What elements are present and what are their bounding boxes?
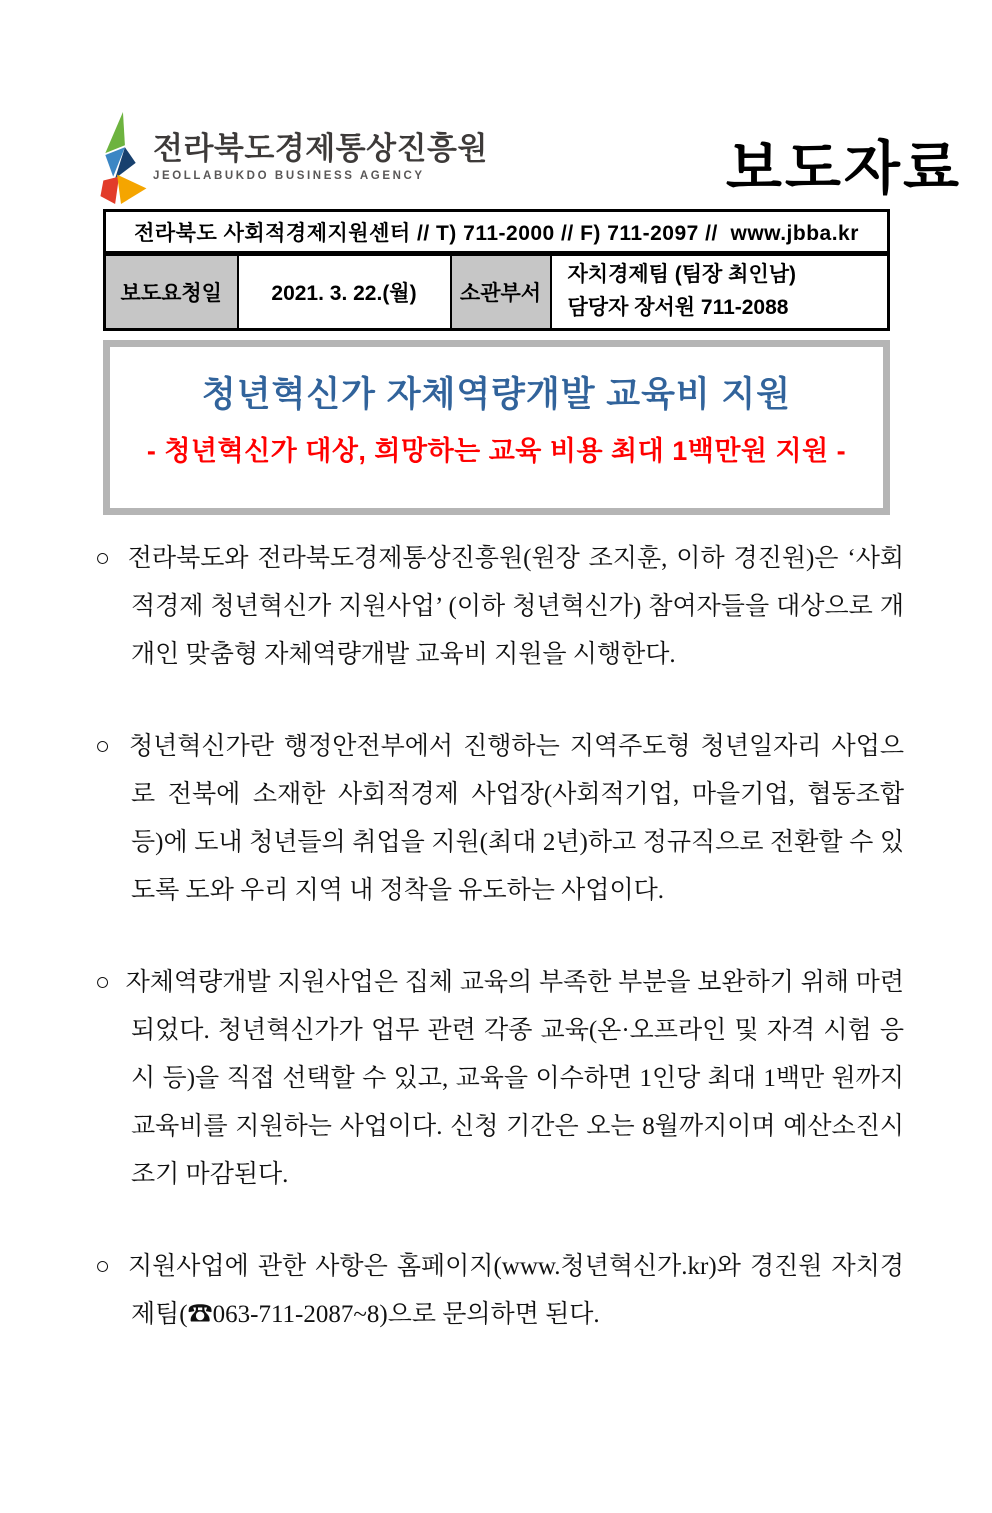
agency-logo <box>95 110 488 204</box>
org-name-english: JEOLLABUKDO BUSINESS AGENCY <box>153 170 425 183</box>
press-release-page <box>0 110 992 1513</box>
bullet-circle-icon: ○ <box>95 968 111 996</box>
headline-subtitle: - 청년혁신가 대상, 희망하는 교육 비용 최대 1백만원 지원 - <box>146 435 847 466</box>
body-paragraph-3 <box>95 959 904 1199</box>
document-header <box>95 110 962 204</box>
department-value <box>551 255 889 330</box>
department-contact-line: 담당자 장서원 711-2088 <box>567 296 789 319</box>
department-label: 소관부서 <box>451 255 551 330</box>
headline-box <box>103 340 890 515</box>
doc-type-title: 보도자료 <box>725 136 962 201</box>
paragraph-text: 청년혁신가란 행정안전부에서 진행하는 지역주도형 청년일자리 사업으로 전북에 소재한 사회적경제 사업장(사회적기업, 마을기업, 협동조합 등)에 도내 청년들의 취업을 지원(최대 2년)하고 정규직으로 전환할 수 있도록 도와 우리 지역 내 정착을 유도하는 사업이다. <box>128 732 904 904</box>
paragraph-text: 전라북도와 전라북도경제통상진흥원(원장 조지훈, 이하 경진원)은 ‘사회적경제 청년혁신가 지원사업’ (이하 청년혁신가) 참여자들을 대상으로 개개인 맞춤형 자체역량개발 교육비 지원을 시행한다. <box>127 544 904 668</box>
paragraph-text: 자체역량개발 지원사업은 집체 교육의 부족한 부분을 보완하기 위해 마련되었다. 청년혁신가가 업무 관련 각종 교육(온·오프라인 및 자격 시험 응시 등)을 직접 선택할 수 있고, 교육을 이수하면 1인당 최대 1백만 원까지 교육비를 지원하는 사업이다. 신청 기간은 오는 8월까지이며 예산소진시 조기 마감된다. <box>125 968 904 1188</box>
logo-mark-icon <box>95 110 147 204</box>
press-info-table <box>103 254 890 331</box>
paragraph-text: 지원사업에 관한 사항은 홈페이지(www.청년혁신가.kr)와 경진원 자치경제팀(☎063-711-2087~8)으로 문의하면 된다. <box>127 1252 905 1328</box>
article-body <box>95 535 904 1339</box>
department-team-line: 자치경제팀 (팀장 최인남) <box>567 263 797 287</box>
table-row <box>105 255 889 330</box>
request-date-label: 보도요청일 <box>105 255 238 330</box>
contact-info-bar: 전라북도 사회적경제지원센터 // T) 711-2000 // F) 711-2097 // www.jbba.kr <box>103 209 890 254</box>
logo-text-block <box>153 132 488 182</box>
bullet-circle-icon: ○ <box>95 732 114 760</box>
bullet-circle-icon: ○ <box>95 544 113 572</box>
bullet-circle-icon: ○ <box>95 1252 113 1280</box>
body-paragraph-1 <box>95 535 904 679</box>
body-paragraph-2 <box>95 723 904 915</box>
org-name-korean: 전라북도경제통상진흥원 <box>153 130 488 166</box>
body-paragraph-4 <box>95 1243 904 1339</box>
headline-title: 청년혁신가 자체역량개발 교육비 지원 <box>201 375 792 414</box>
request-date-value: 2021. 3. 22.(월) <box>238 255 451 330</box>
